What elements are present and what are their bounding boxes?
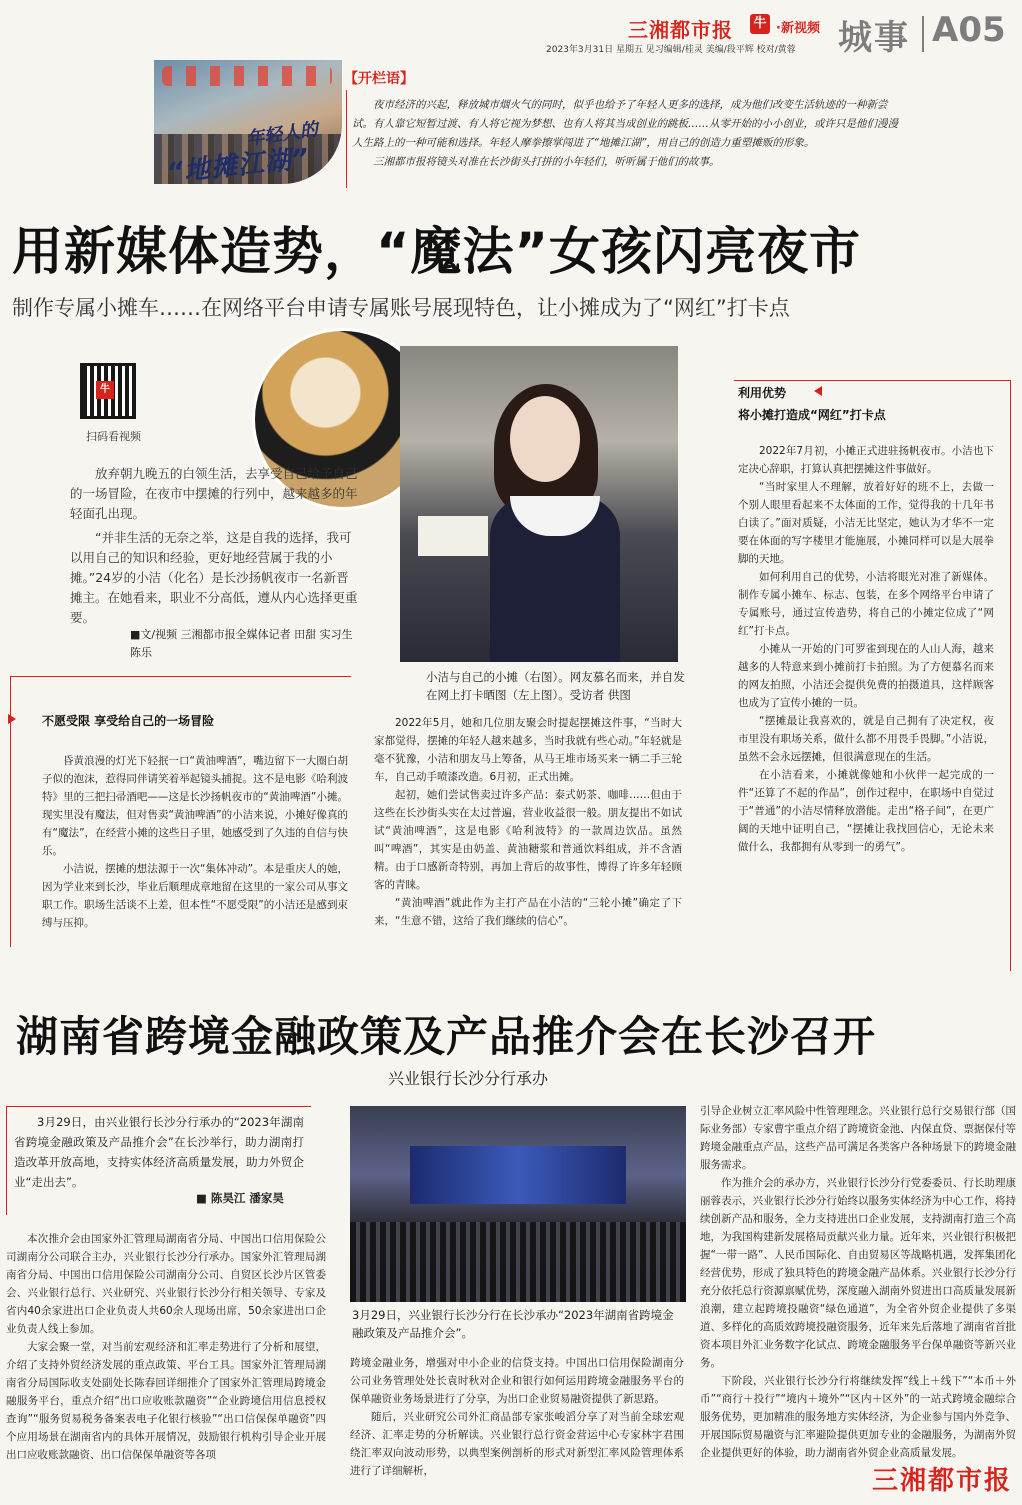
article1-column-1 [42,752,348,932]
intro-paragraph: “并非生活的无奈之举，这是自我的选择，我可以用自己的知识和经验，更好地经营属于我的小摊。”24岁的小洁（化名）是长沙扬帆夜市一名新晋摊主。在她看来，职业不分高低，遵从内心选择更重要。 [70,530,358,625]
article2-column-1 [6,1230,326,1464]
article2-lead [14,1112,304,1192]
section-name: 城事 [838,18,910,58]
feature-title-top: 年轻人的 [245,119,320,150]
conference-photo [350,1106,686,1302]
body-paragraph: 作为推介会的承办方，兴业银行长沙分行党委委员、行长助理康丽蓉表示，兴业银行长沙分行始终以服务实体经济为中心工作，将持续创新产品和服务，全力支持进出口企业发展，支持湖南打造三个高地，为我国构建新发展格局贡献兴业力量。近年来，兴业银行积极把握“一带一路”、人民币国际化、自由贸易区等战略机遇，发挥集团化经营优势，形成了独具特色的跨境金融产品体系。兴业银行长沙分行充分依托总行资源禀赋优势，深度融入湖南外贸进出口高质量发展新浪潮，建立起跨境投融资“绿色通道”，为全省外贸企业提供了多渠道、多样化的高质效跨境投融资服务，近年来先后落地了湖南省首批资本项目外汇业务数字化试点、跨境金融服务平台保单融资等新兴业务。 [700,1177,1016,1369]
body-paragraph: 小洁说，摆摊的想法源于一次“集体冲动”。本是重庆人的她，因为学业来到长沙，毕业后顺理成章地留在这里的一家公司从事文职工作。职场生活谈不上差，但本性“不愿受限”的小洁还是感到束缚与压抑。 [42,863,348,929]
stage-screen [410,1146,626,1204]
masthead-paper-name: 三湘都市报 [628,18,733,42]
body-paragraph: 跨境金融业务，增强对中小企业的信贷支持。中国出口信用保险湖南分公司业务管理处处长袁时秋对企业和银行如何运用跨境金融服务平台的保单融资业务场景进行了分享，为出口企业贸易融资提供了新思路。 [350,1357,684,1405]
article1-photo-caption: 小洁与自己的小摊（右图）。网友慕名而来，并自发在网上打卡晒图（左上图）。受访者 供图 [426,670,685,702]
body-paragraph: “黄油啤酒”就此作为主打产品在小洁的“三轮小摊”确定了下来，“生意不错，这给了我们继续的信心”。 [374,897,682,927]
section1-title: 不愿受限 享受给自己的一场冒险 [42,714,215,728]
qr-logo-icon: 牛 [96,381,114,399]
feature-title-main: “地摊江湖” [165,143,311,189]
body-paragraph: 小摊从一开始的门可罗雀到现在的人山人海，越来越多的人特意来到小摊前打卡拍照。为了方便慕名而来的网友拍照，小洁还会提供免费的拍摄道具，这样顾客也成为了宣传小摊的一员。 [738,643,994,709]
body-paragraph: 如何利用自己的优势，小洁将眼光对准了新媒体。制作专属小摊车、标志、包装，在多个网络平台申请了专属账号，通过宣传造势，将自己的小摊定位成了“网红”打卡点。 [738,571,994,637]
body-paragraph: 本次推介会由国家外汇管理局湖南省分局、中国出口信用保险公司湖南分公司联合主办，兴业银行长沙分行承办。国家外汇管理局湖南省分局、中国出口信用保险公司湖南分公司、自贸区长沙片区管委会、兴业银行总行、兴业研究、兴业银行长沙分行相关领导、专家及省内40余家进出口企业负责人共60余人现场出席，50余家进出口企业负责人线上参加。 [6,1233,326,1335]
article2-photo-caption: 3月29日，兴业银行长沙分行在长沙承办“2023年湖南省跨境金融政策及产品推介会”。 [352,1308,674,1340]
article1-byline: ■文/视频 三湘都市报全媒体记者 田甜 实习生 陈乐 [130,628,353,659]
article2-column-3 [700,1102,1016,1462]
face-shape [510,396,580,482]
article2-byline: ■ 陈昊江 潘家昊 [196,1191,284,1205]
page-number: A05 [932,10,1006,50]
body-paragraph: 随后，兴业研究公司外汇商品部专家张峻滔分享了对当前全球宏观经济、汇率走势的分析解读。兴业银行总行资金营运中心专家林宇君围绕汇率双向波动形势，以典型案例剖析的形式对新型汇率风险管理体系进行了详细解析， [350,1411,684,1477]
intro-paragraph: 放弃朝九晚五的白领生活，去享受自己给予自己的一场冒险，在夜市中摆摊的行列中，越来越多的年轻面孔出现。 [70,466,358,521]
article2-headline: 湖南省跨境金融政策及产品推介会在长沙召开 [16,1012,877,1061]
masthead-meta: 2023年3月31日 星期五 见习编辑/桂灵 美编/段平辉 校对/黄蓉 [546,45,796,55]
body-paragraph: 在小洁看来，小摊就像她和小伙伴一起完成的一件“还算了不起的作品”，创作过程中，在职场中自觉过于“普通”的小洁尽情释放潜能。走出“格子间”，在更广阔的天地中证明自己，“摆摊让我找回信心，无论未来做什么，我都拥有从零到一的勇气”。 [738,769,994,853]
opening-paragraph: 三湘都市报将镜头对准在长沙街头打拼的小年轻们，听听属于他们的故事。 [373,156,720,168]
section2-title: 利用优势 [738,386,787,400]
body-paragraph: 引导企业树立汇率风险中性管理理念。兴业银行总行交易银行部（国际业务部）专家曹宇重点介绍了跨境资金池、内保直贷、票据保付等跨境金融重点产品，这些产品可满足各类客户各种场景下的跨境金融服务需求。 [700,1105,1016,1171]
body-paragraph: “摆摊最让我喜欢的，就是自己拥有了决定权，夜市里没有职场关系，做什么都不用畏手畏脚。”小洁说，虽然不会永远摆摊，但很满意现在的生活。 [738,715,994,763]
stall-sign [418,516,488,556]
body-paragraph: 2022年7月初，小摊正式进驻扬帆夜市。小洁也下定决心辞职，打算认真把摆摊这件事做好。 [738,445,994,475]
body-paragraph: 大家会聚一堂，对当前宏观经济和汇率走势进行了分析和展望，介绍了支持外贸经济发展的重点政策、平台工具。国家外汇管理局湖南省分局国际收支处副处长陈春回详细推介了国家外汇管理局跨境金融服务平台，重点介绍“出口应收账款融资”“企业跨境信用信息授权查询”“服务贸易税务备案表电子化银行核验”“出口信保保单融资”四个应用场景在湖南省内的具体开展情况，鼓励银行机构引导企业开展出口应收账款融资、出口信保保单融资等各项 [6,1341,326,1461]
arrow-right-icon [8,714,16,724]
lanterns-decoration [162,66,332,86]
vendor-photo [400,346,678,662]
article1-column-3 [738,442,994,856]
article2-column-2 [350,1354,684,1480]
opening-label: 【开栏语】 [344,71,414,87]
article2-subhead: 兴业银行长沙分行承办 [388,1069,549,1088]
masthead-divider [922,16,924,52]
opening-text [352,96,908,172]
body-paragraph: “当时家里人不理解，放着好好的班不上，去做一个别人眼里看起来不太体面的工作，觉得我的十几年书白读了。”面对质疑，小洁无比坚定，她认为才华不一定要在体面的写字楼里才能施展，小摊同样可以是大展拳脚的天地。 [738,481,994,565]
qr-caption: 扫码看视频 [86,430,141,443]
arrow-left-icon [814,386,822,396]
opening-paragraph: 夜市经济的兴起，释放城市烟火气的同时，似乎也给予了年轻人更多的选择，成为他们改变生活轨迹的一种新尝试。有人靠它短暂过渡、有人将它视为梦想、也有人将其当成创业的跳板……从零开始的小小创业，或许只是他们漫漫人生路上的一种可能和选择。年轻人摩拳擦掌闯进了“地摊江湖”，用自己的创造力重塑摊贩的形象。 [352,99,898,149]
article1-subhead: 制作专属小摊车……在网络平台申请专属账号展现特色，让小摊成为了“网红”打卡点 [12,296,790,320]
audience-seats [350,1222,686,1302]
lead-paragraph: 3月29日，由兴业银行长沙分行承办的“2023年湖南省跨境金融政策及产品推介会”在长沙举行，助力湖南打造改革开放高地，支持实体经济高质量发展，助力外贸企业“走出去”。 [14,1115,304,1189]
footer-logo: 三湘都市报 [872,1466,1013,1496]
body-paragraph: 2022年5月，她和几位朋友聚会时提起摆摊这件事，“当时大家都觉得，摆摊的年轻人越来越多，当时我就有些心动。”年轻就是毫不犹豫，小洁和朋友马上筹备，从马王堆市场买来一辆二手三轮车，自己动手喷漆改造。6月初，正式出摊。 [374,717,682,783]
article1-headline: 用新媒体造势，“魔法”女孩闪亮夜市 [12,223,862,282]
article1-column-2 [374,714,682,930]
article1-intro [70,464,360,632]
body-paragraph: 下阶段，兴业银行长沙分行将继续发挥“线上＋线下”“本币＋外币”“商行＋投行”“境内＋境外”“区内＋区外”的一站式跨境金融综合服务优势，更加精准的服务地方实体经济，为企业参与国内外竞争、开展国际贸易融资与汇率避险提供更加专业的金融服务，为湖南外贸企业提供更好的体验，助力湖南省外贸企业高质量发展。 [700,1375,1016,1459]
section2-subtitle: 将小摊打造成“网红”打卡点 [738,408,886,422]
masthead-video-label: ·新视频 [776,21,820,36]
body-paragraph: 起初，她们尝试售卖过许多产品：泰式奶茶、咖啡……但由于这些在长沙街头实在太过普遍，营业收益很一般。朋友提出不如试试“黄油啤酒”，这是电影《哈利波特》的一款周边饮品。虽然叫“啤酒”，其实是由奶盖、黄油糖浆和普通饮料组成，并不含酒精。由于口感新奇特别，再加上背后的故事性，博得了许多年轻顾客的青睐。 [374,789,682,891]
masthead-badge-icon: 牛 [750,14,770,34]
body-paragraph: 昏黄浪漫的灯光下轻抿一口“黄油啤酒”，嘴边留下一大圈白胡子似的泡沫，惹得同伴请笑着举起镜头捕捉。这不是电影《哈利波特》里的三把扫帚酒吧——这是长沙扬帆夜市的“黄油啤酒”小摊。现实里没有魔法，但对售卖“黄油啤酒”的小洁来说，小摊好像真的有“魔法”，在经营小摊的这些日子里，她感受到了久违的自信与快乐。 [42,755,348,857]
